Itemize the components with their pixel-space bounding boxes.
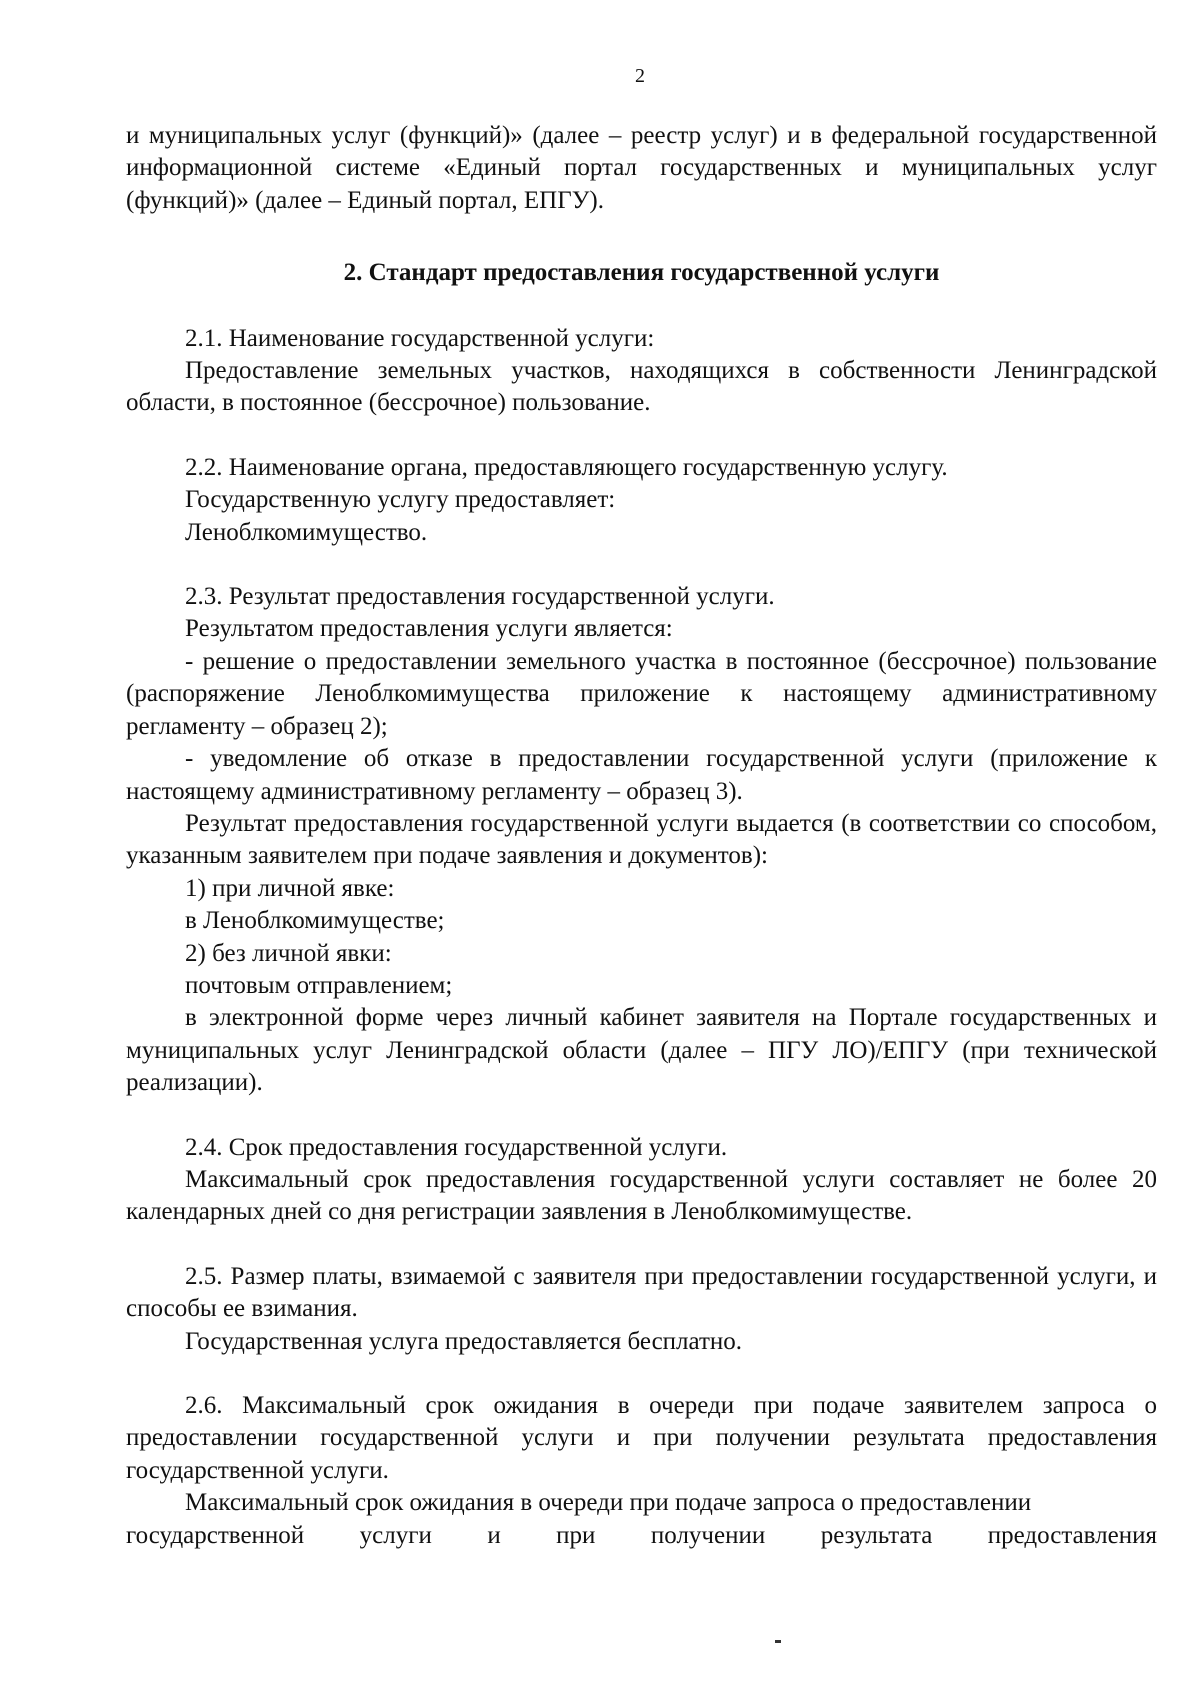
section-2-6-title: 2.6. Максимальный срок ожидания в очереди при подаче заявителем запроса о предоставлении государственной услуги и при получении результата предоставления государственной услуги. <box>126 1392 1157 1484</box>
section-2-3-p2: 2) без личной явки: <box>185 939 392 967</box>
section-2-3-title: 2.3. Результат предоставления государственной услуги. <box>185 583 775 611</box>
section-heading: 2. Стандарт предоставления государственной услуги <box>343 259 940 287</box>
section-2-1-text: Предоставление земельных участков, находящихся в собственности Ленинградской области, в постоянное (бессрочное) пользование. <box>126 357 1157 417</box>
section-2-3-p1: 1) при личной явке: <box>185 874 395 902</box>
document-body <box>126 120 1157 1552</box>
section-2-3-lead: Результатом предоставления услуги является: <box>185 615 673 643</box>
intro-paragraph: и муниципальных услуг (функций)» (далее – реестр услуг) и в федеральной государственной информационной системе «Единый портал государственных и муниципальных услуг (функций)» (далее – Единый портал, ЕПГУ). <box>126 122 1157 214</box>
section-2-1-title: 2.1. Наименование государственной услуги: <box>185 324 655 352</box>
section-2-3-item1: - решение о предоставлении земельного участка в постоянное (бессрочное) пользование (распоряжение Леноблкомимущества приложение к настоящему административному регламенту – образец 2); <box>126 647 1157 740</box>
section-2-5-title: 2.5. Размер платы, взимаемой с заявителя при предоставлении государственной услуги, и способы ее взимания. <box>126 1262 1157 1323</box>
section-2-6-line2: государственной услуги и при получении результата предоставления <box>126 1521 1157 1549</box>
section-2-3-issue: Результат предоставления государственной услуги выдается (в соответствии со способом, указанным заявителем при подаче заявления и документов): <box>126 809 1157 870</box>
section-2-5-text: Государственная услуга предоставляется бесплатно. <box>185 1327 743 1355</box>
section-2-3-p2a: почтовым отправлением; <box>185 971 453 999</box>
section-2-2-line1: Государственную услугу предоставляет: <box>185 486 616 514</box>
scan-mark <box>775 1640 781 1643</box>
section-2-4-title: 2.4. Срок предоставления государственной услуги. <box>185 1133 728 1161</box>
section-2-4-text: Максимальный срок предоставления государственной услуги составляет не более 20 календарных дней со дня регистрации заявления в Леноблкомимуществе. <box>126 1165 1157 1226</box>
section-2-3-p1a: в Леноблкомимуществе; <box>185 907 445 935</box>
section-2-3-item2: - уведомление об отказе в предоставлении государственной услуги (приложение к настоящему административному регламенту – образец 3). <box>126 745 1157 805</box>
section-2-3-p2b: в электронной форме через личный кабинет заявителя на Портале государственных и муниципальных услуг Ленинградской области (далее – ПГУ ЛО)/ЕПГУ (при технической реализации). <box>126 1004 1157 1097</box>
page-number: 2 <box>635 65 645 87</box>
section-2-2-line2: Леноблкомимущество. <box>185 518 428 546</box>
section-2-2-title: 2.2. Наименование органа, предоставляющего государственную услугу. <box>185 453 948 481</box>
section-2-6-line1: Максимальный срок ожидания в очереди при подаче запроса о предоставлении <box>185 1489 1032 1517</box>
